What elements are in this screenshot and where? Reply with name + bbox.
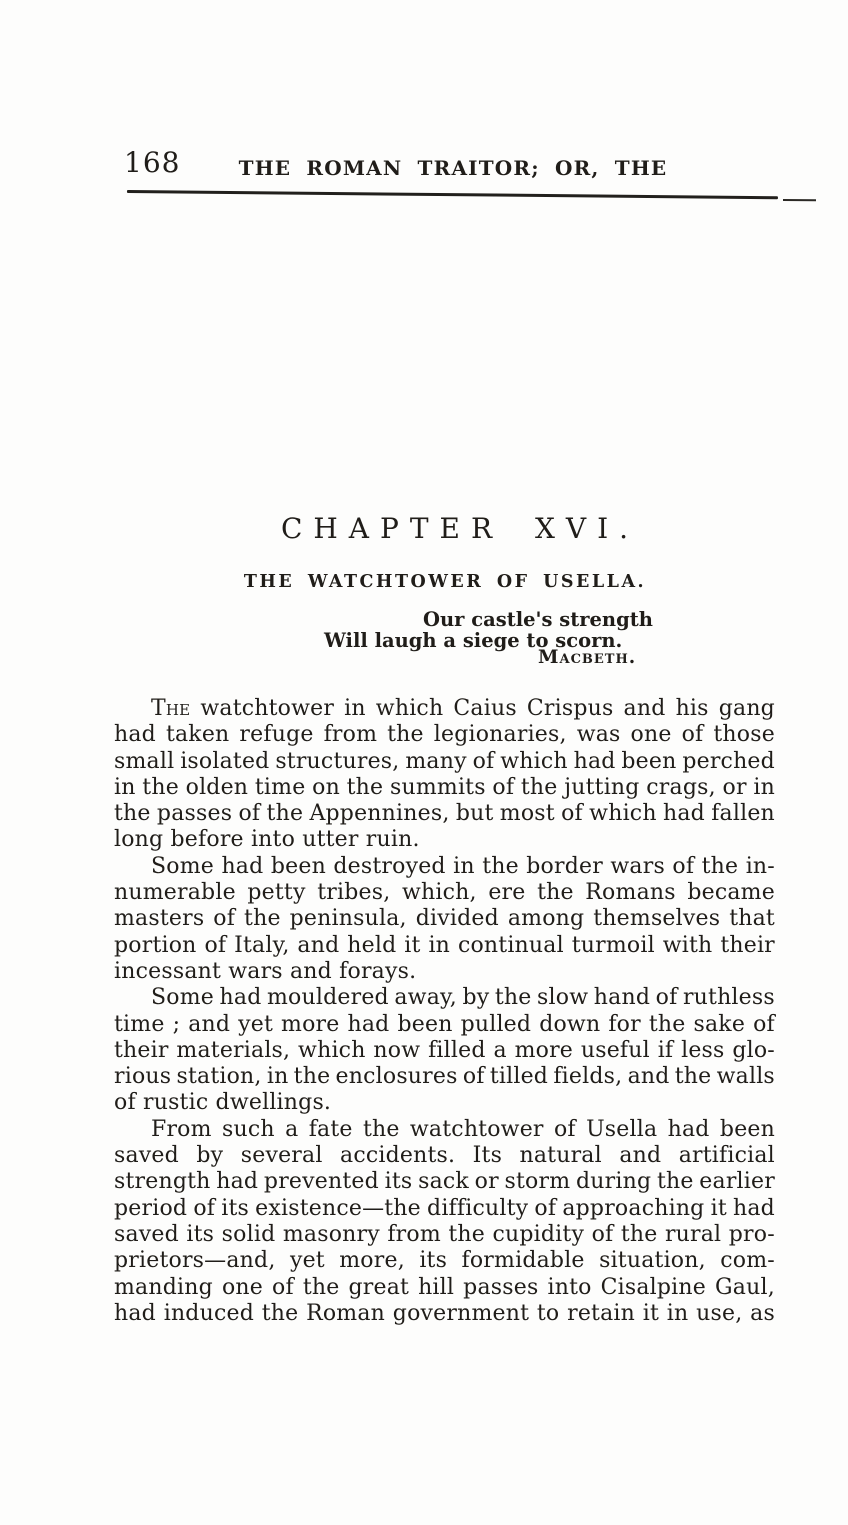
page-number: 168 — [124, 146, 181, 179]
text-line: long before into utter ruin. — [114, 827, 420, 853]
text-line: manding one of the great hill passes into Cisalpine Gaul, — [114, 1274, 775, 1300]
text-line: had taken refuge from the legionaries, was one of those — [114, 722, 775, 748]
text-line: Some had mouldered away, by the slow hand of ruthless — [151, 985, 775, 1011]
text-line: numerable petty tribes, which, ere the Romans became — [114, 880, 775, 906]
text-line: Some had been destroyed in the border wars of the in- — [151, 853, 775, 879]
text-line: saved by several accidents. Its natural and artificial — [114, 1143, 775, 1169]
text-line: their materials, which now filled a more useful if less glo- — [114, 1037, 775, 1063]
text-line: of rustic dwellings. — [114, 1090, 332, 1116]
header-rule-fragment — [783, 199, 816, 201]
text-line: small isolated structures, many of which had been perched — [114, 748, 775, 774]
epigraph-line-2: Will laugh a siege to scorn. — [324, 629, 623, 652]
text-line: incessant wars and forays. — [114, 958, 417, 984]
text-line: rious station, in the enclosures of tilled fields, and the walls — [114, 1064, 775, 1090]
epigraph-line-1: Our castle's strength — [423, 608, 653, 631]
text-line: saved its solid masonry from the cupidity of the rural pro- — [114, 1221, 775, 1247]
header-rule — [127, 190, 778, 199]
text-line: the passes of the Appennines, but most of which had fallen — [114, 801, 775, 827]
text-line: portion of Italy, and held it in continual turmoil with their — [114, 932, 775, 958]
text-line: prietors—and, yet more, its formidable situation, com- — [114, 1248, 775, 1274]
text-line: period of its existence—the difficulty of approaching it had — [114, 1195, 775, 1221]
chapter-subtitle: THE WATCHTOWER OF USELLA. — [243, 572, 647, 592]
text-line: in the olden time on the summits of the jutting crags, or in — [114, 774, 775, 800]
text-line: The watchtower in which Caius Crispus and his gang — [151, 696, 775, 721]
text-line: had induced the Roman government to retain it in use, as — [114, 1300, 775, 1326]
text-line: From such a fate the watchtower of Usella had been — [151, 1116, 775, 1142]
text-line: strength had prevented its sack or storm during the earlier — [114, 1169, 775, 1195]
epigraph-attribution: Macbeth. — [538, 647, 637, 668]
running-title: THE ROMAN TRAITOR; OR, THE — [238, 156, 668, 180]
text-line: masters of the peninsula, divided among themselves that — [114, 906, 775, 932]
chapter-heading: CHAPTER XVI. — [280, 512, 640, 545]
text-line: time ; and yet more had been pulled down for the sake of — [114, 1011, 775, 1037]
body-text — [114, 696, 775, 1327]
